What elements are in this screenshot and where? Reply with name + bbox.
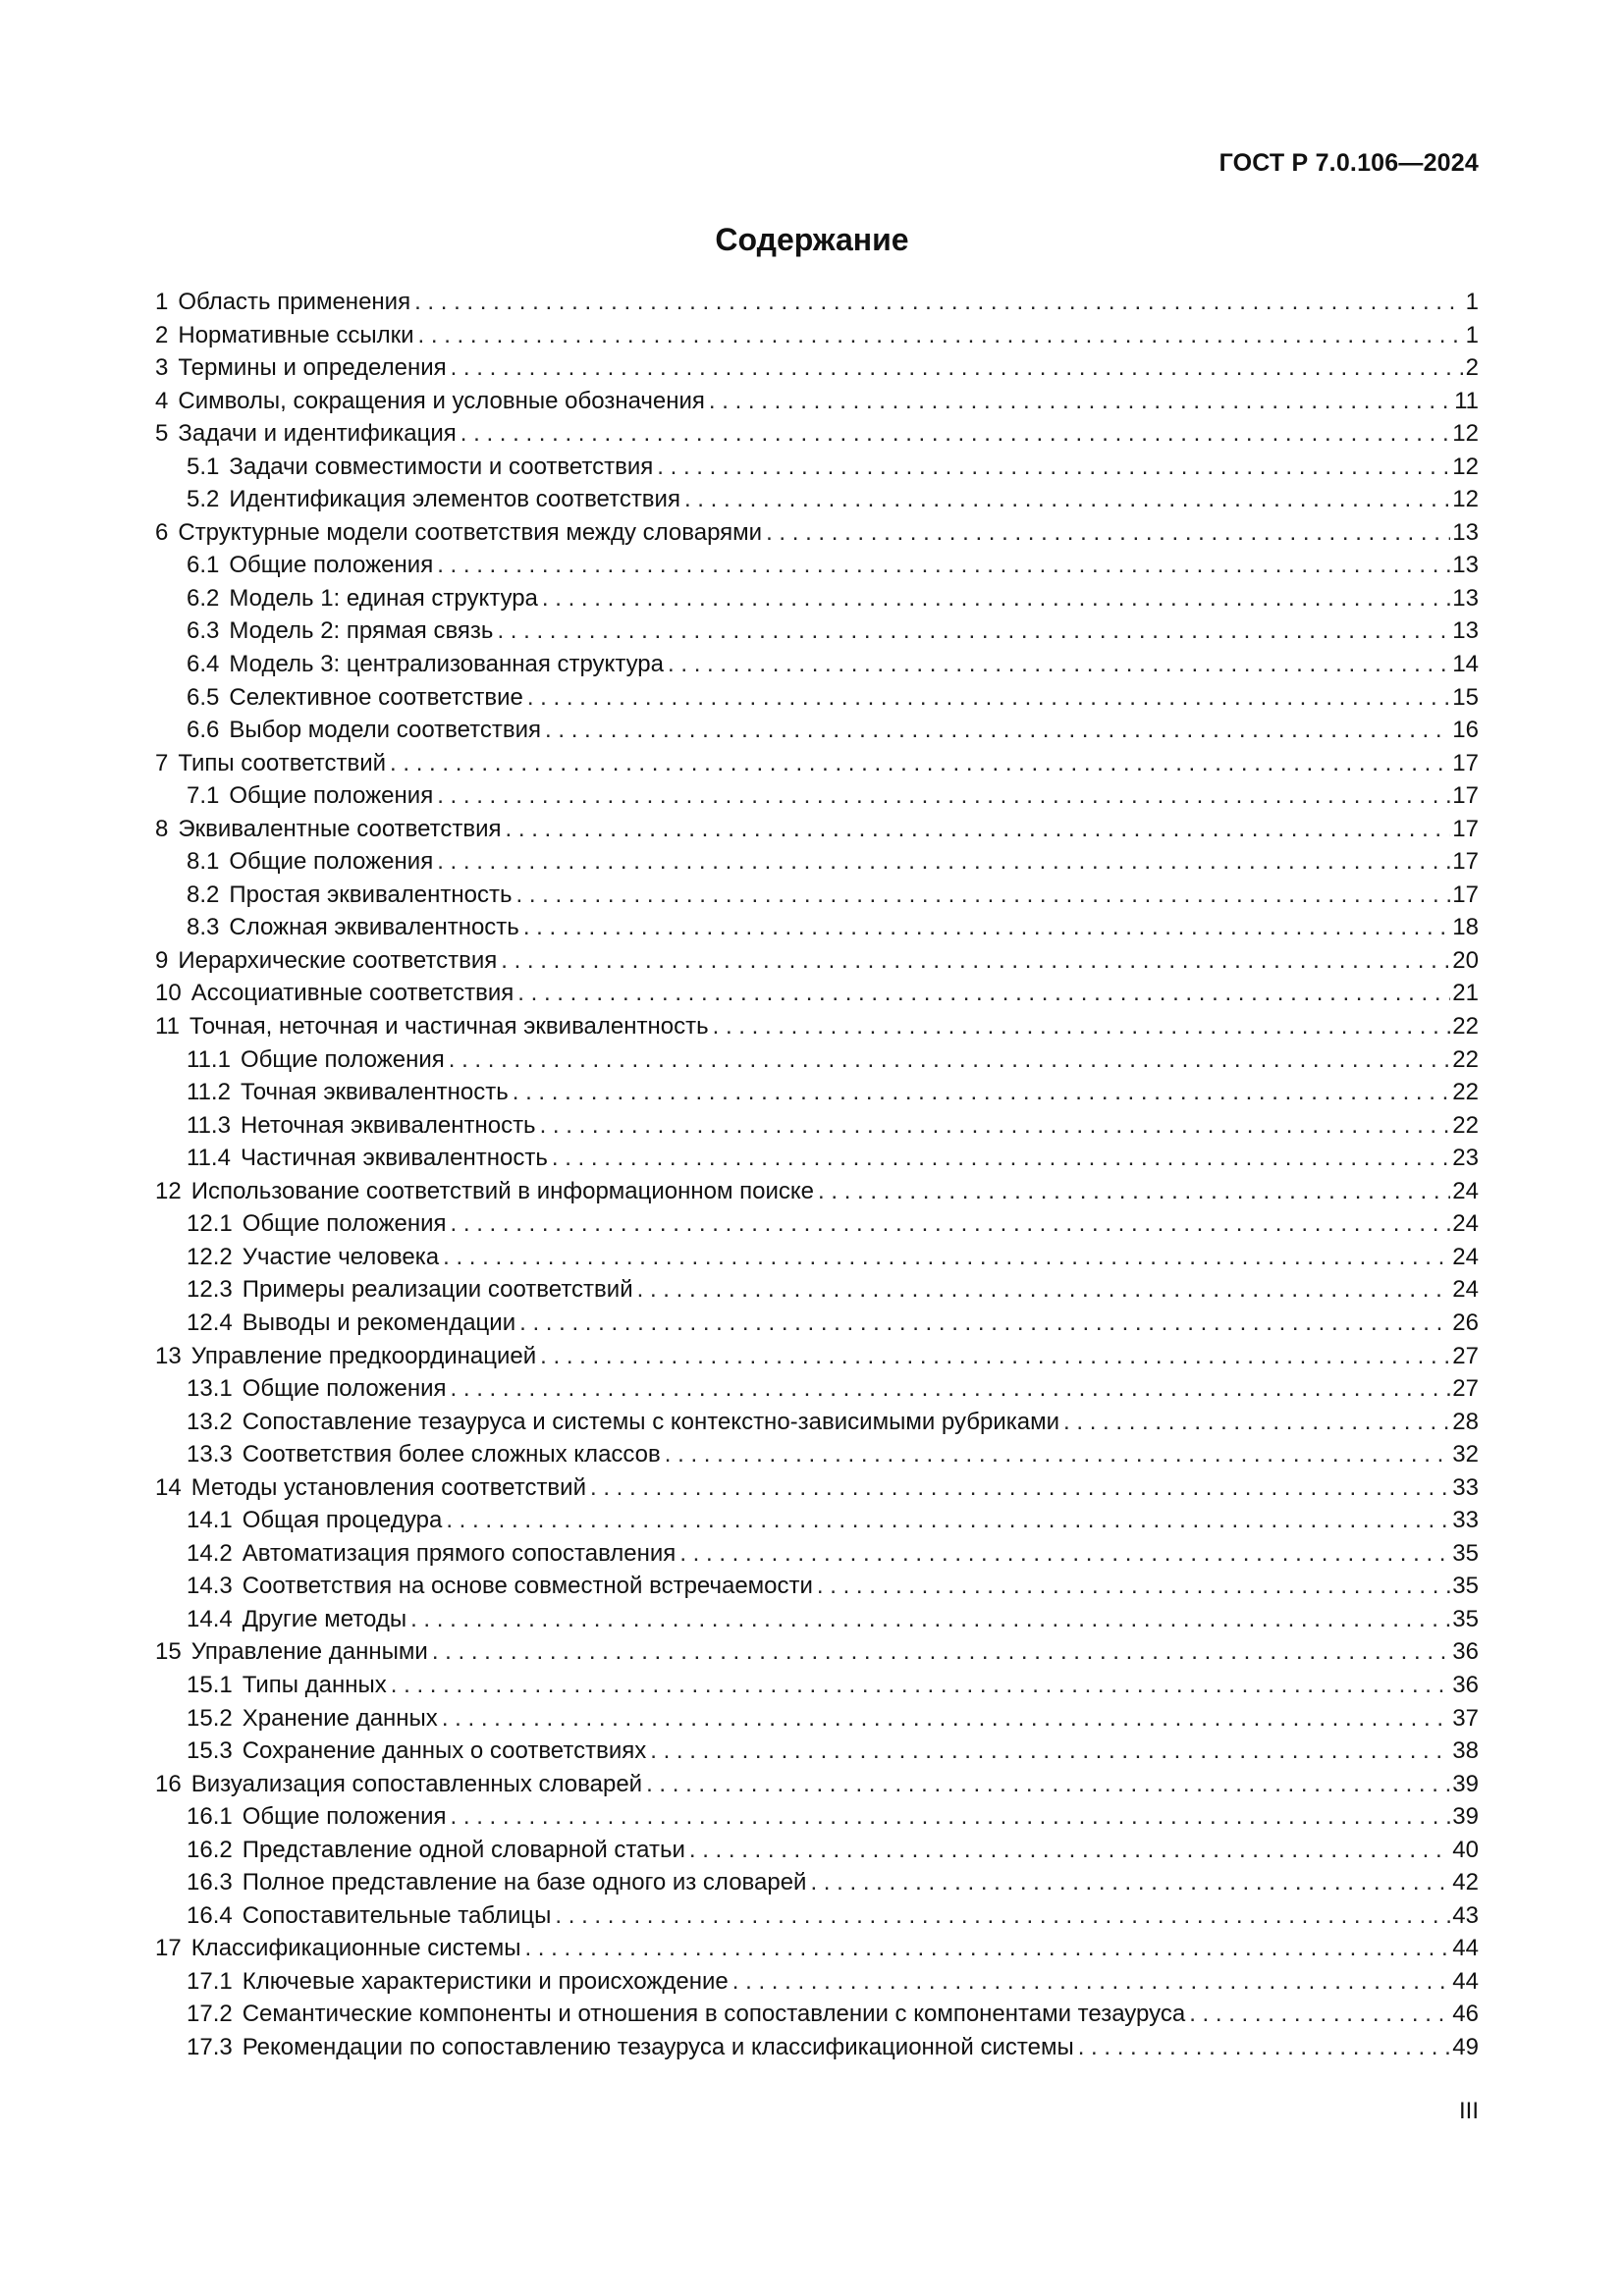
toc-entry[interactable]: [155, 813, 1479, 846]
toc-entry[interactable]: [155, 582, 1479, 615]
dot-leader: [732, 1965, 1451, 1999]
dot-leader: [432, 1635, 1450, 1669]
toc-entry-title: Ассоциативные соответствия: [190, 980, 514, 1007]
toc-entry-number: 17.1: [187, 1967, 233, 1995]
toc-entry-page: 1: [1465, 289, 1479, 315]
dot-leader: [713, 1010, 1451, 1043]
toc-entry-title: Термины и определения: [178, 354, 447, 382]
toc-entry-title: Идентификация элементов соответствия: [229, 486, 680, 513]
toc-entry[interactable]: [155, 1241, 1479, 1274]
toc-entry[interactable]: [155, 1307, 1479, 1340]
dot-leader: [590, 1471, 1450, 1505]
toc-entry-page: 39: [1452, 1770, 1479, 1797]
dot-leader: [506, 813, 1451, 846]
toc-entry-number: 9: [155, 946, 169, 974]
toc-entry-title: Сопоставление тезауруса и системы с контекстно-зависимыми рубриками: [242, 1408, 1060, 1435]
toc-entry-number: 16.4: [187, 1901, 233, 1929]
toc-entry[interactable]: [155, 648, 1479, 681]
dot-leader: [517, 977, 1450, 1010]
toc-entry-number: 7: [155, 749, 169, 776]
toc-entry-number: 5.1: [187, 453, 220, 480]
toc-entry[interactable]: [155, 1899, 1479, 1933]
dot-leader: [1063, 1406, 1450, 1439]
page-number: III: [1458, 2098, 1479, 2124]
dot-leader: [668, 648, 1450, 681]
toc-entry[interactable]: [155, 1207, 1479, 1241]
toc-entry-title: Ключевые характеристики и происхождение: [242, 1967, 729, 1995]
toc-entry-page: 21: [1452, 980, 1479, 1007]
toc-entry-title: Представление одной словарной статьи: [242, 1836, 685, 1863]
toc-entry-number: 14.3: [187, 1573, 233, 1600]
toc-entry-page: 32: [1452, 1441, 1479, 1468]
toc-entry[interactable]: [155, 681, 1479, 715]
toc-entry[interactable]: [155, 1965, 1479, 1999]
dot-leader: [523, 911, 1450, 944]
toc-entry[interactable]: [155, 385, 1479, 418]
toc-entry-title: Модель 1: единая структура: [229, 584, 538, 612]
dot-leader: [817, 1570, 1450, 1603]
dot-leader: [650, 1735, 1450, 1768]
toc-entry[interactable]: [155, 351, 1479, 385]
toc-entry-title: Общая процедура: [242, 1507, 443, 1534]
toc-entry-number: 5.2: [187, 486, 220, 513]
toc-entry-page: 35: [1452, 1605, 1479, 1632]
toc-entry-number: 12.3: [187, 1276, 233, 1304]
toc-entry[interactable]: [155, 1175, 1479, 1208]
dot-leader: [410, 1603, 1450, 1636]
toc-entry-title: Полное представление на базе одного из словарей: [242, 1869, 807, 1896]
toc-entry-number: 8: [155, 815, 169, 842]
dot-leader: [540, 1109, 1451, 1143]
dot-leader: [437, 549, 1450, 582]
toc-entry[interactable]: [155, 1834, 1479, 1867]
toc-entry-page: 12: [1452, 420, 1479, 448]
dot-leader: [552, 1142, 1450, 1175]
toc-entry-title: Автоматизация прямого сопоставления: [242, 1539, 677, 1567]
toc-entry-title: Сохранение данных о соответствиях: [242, 1737, 647, 1765]
toc-entry[interactable]: [155, 1142, 1479, 1175]
toc-entry-number: 6.2: [187, 584, 220, 612]
dot-leader: [1078, 2031, 1451, 2064]
toc-entry-title: Управление данными: [190, 1638, 428, 1666]
toc-entry-page: 36: [1452, 1638, 1479, 1666]
toc-entry-number: 6.5: [187, 683, 220, 711]
toc-entry-number: 12.2: [187, 1243, 233, 1270]
toc-entry-page: 24: [1452, 1210, 1479, 1238]
toc-entry-title: Сложная эквивалентность: [229, 914, 519, 941]
toc-entry[interactable]: [155, 1866, 1479, 1899]
toc-entry-page: 33: [1452, 1507, 1479, 1534]
page-title: Содержание: [715, 222, 909, 257]
toc-entry[interactable]: [155, 1340, 1479, 1373]
dot-leader: [545, 714, 1450, 747]
toc-entry-number: 11.4: [187, 1145, 231, 1172]
toc-entry-title: Общие положения: [242, 1803, 447, 1831]
toc-entry-title: Общие положения: [242, 1210, 447, 1238]
dot-leader: [437, 779, 1450, 813]
toc-entry-number: 16.3: [187, 1869, 233, 1896]
toc-entry-page: 49: [1452, 2033, 1479, 2060]
toc-entry-page: 46: [1452, 2001, 1479, 2028]
toc-entry-title: Управление предкоординацией: [190, 1342, 537, 1369]
toc-entry-number: 14.2: [187, 1539, 233, 1567]
toc-entry[interactable]: [155, 911, 1479, 944]
dot-leader: [451, 1372, 1451, 1406]
dot-leader: [460, 417, 1451, 451]
toc-entry-number: 14: [155, 1473, 182, 1501]
dot-leader: [709, 385, 1452, 418]
toc-entry-number: 12: [155, 1177, 182, 1204]
dot-leader: [391, 1669, 1451, 1702]
toc-entry-page: 13: [1452, 584, 1479, 612]
toc-entry-number: 12.4: [187, 1308, 233, 1336]
toc-entry[interactable]: [155, 1800, 1479, 1834]
toc-entry[interactable]: [155, 1076, 1479, 1109]
toc-entry-page: 1: [1465, 321, 1479, 348]
toc-entry[interactable]: [155, 1768, 1479, 1801]
toc-entry[interactable]: [155, 1109, 1479, 1143]
toc-entry-number: 14.1: [187, 1507, 233, 1534]
toc-entry-number: 7.1: [187, 782, 220, 810]
toc-entry-page: 22: [1452, 1013, 1479, 1041]
toc-entry-page: 24: [1452, 1276, 1479, 1304]
toc-entry-title: Точная эквивалентность: [240, 1079, 509, 1106]
toc-entry-number: 8.3: [187, 914, 220, 941]
toc-entry[interactable]: [155, 2031, 1479, 2064]
toc-entry-number: 6.6: [187, 717, 220, 744]
dot-leader: [524, 1932, 1450, 1965]
toc-entry-number: 11.1: [187, 1045, 231, 1073]
toc-entry-page: 35: [1452, 1539, 1479, 1567]
toc-entry-number: 14.4: [187, 1605, 233, 1632]
dot-leader: [689, 1834, 1450, 1867]
toc-entry-number: 6.3: [187, 617, 220, 645]
toc-entry-title: Общие положения: [229, 552, 434, 579]
toc-entry-title: Общие положения: [240, 1045, 445, 1073]
dot-leader: [442, 1702, 1450, 1735]
toc-entry[interactable]: [155, 516, 1479, 550]
toc-entry-title: Методы установления соответствий: [190, 1473, 586, 1501]
toc-entry-title: Семантические компоненты и отношения в сопоставлении с компонентами тезауруса: [242, 2001, 1186, 2028]
dot-leader: [451, 1800, 1451, 1834]
toc-entry-number: 2: [155, 321, 169, 348]
toc-entry-title: Неточная эквивалентность: [240, 1111, 536, 1139]
toc-entry[interactable]: [155, 1735, 1479, 1768]
toc-entry[interactable]: [155, 879, 1479, 912]
dot-leader: [390, 747, 1450, 780]
toc-entry-number: 16: [155, 1770, 182, 1797]
toc-entry-number: 15: [155, 1638, 182, 1666]
dot-leader: [497, 614, 1450, 648]
toc-entry-number: 8.2: [187, 881, 220, 908]
toc-entry-title: Область применения: [178, 289, 411, 315]
toc-entry[interactable]: [155, 944, 1479, 978]
standard-designation: ГОСТ Р 7.0.106—2024: [1218, 149, 1479, 177]
toc-entry-title: Участие человека: [242, 1243, 440, 1270]
toc-entry-page: 27: [1452, 1375, 1479, 1403]
toc-entry-number: 1: [155, 289, 169, 315]
toc-entry-number: 4: [155, 387, 169, 414]
toc-entry-title: Точная, неточная и частичная эквивалентность: [189, 1013, 709, 1041]
toc-entry[interactable]: [155, 1043, 1479, 1077]
toc-entry-page: 42: [1452, 1869, 1479, 1896]
toc-entry-number: 6: [155, 518, 169, 546]
toc-entry[interactable]: [155, 714, 1479, 747]
toc-entry-number: 16.2: [187, 1836, 233, 1863]
toc-entry-title: Частичная эквивалентность: [240, 1145, 548, 1172]
dot-leader: [451, 351, 1464, 385]
toc-entry-number: 13.2: [187, 1408, 233, 1435]
toc-entry-title: Общие положения: [229, 782, 434, 810]
table-of-contents: [155, 286, 1479, 2064]
dot-leader: [810, 1866, 1450, 1899]
toc-entry[interactable]: [155, 977, 1479, 1010]
toc-entry-title: Эквивалентные соответствия: [178, 815, 502, 842]
dot-leader: [679, 1537, 1450, 1571]
toc-entry-page: 22: [1452, 1079, 1479, 1106]
toc-entry[interactable]: [155, 747, 1479, 780]
dot-leader: [646, 1768, 1450, 1801]
toc-entry-number: 15.3: [187, 1737, 233, 1765]
toc-entry[interactable]: [155, 549, 1479, 582]
toc-entry[interactable]: [155, 779, 1479, 813]
dot-leader: [657, 451, 1450, 484]
toc-entry-title: Соответствия на основе совместной встречаемости: [242, 1573, 813, 1600]
toc-entry-page: 17: [1452, 815, 1479, 842]
toc-entry-number: 16.1: [187, 1803, 233, 1831]
toc-entry-page: 2: [1465, 354, 1479, 382]
dot-leader: [449, 1043, 1451, 1077]
toc-entry[interactable]: [155, 614, 1479, 648]
dot-leader: [443, 1241, 1450, 1274]
toc-entry-number: 8.1: [187, 848, 220, 876]
toc-entry-page: 36: [1452, 1671, 1479, 1698]
toc-entry-title: Другие методы: [242, 1605, 407, 1632]
toc-entry[interactable]: [155, 1998, 1479, 2031]
dot-leader: [637, 1273, 1451, 1307]
toc-entry-page: 22: [1452, 1045, 1479, 1073]
dot-leader: [414, 286, 1464, 319]
dot-leader: [542, 582, 1450, 615]
toc-entry[interactable]: [155, 1406, 1479, 1439]
toc-entry[interactable]: [155, 1438, 1479, 1471]
toc-entry[interactable]: [155, 286, 1479, 319]
toc-entry-page: 23: [1452, 1145, 1479, 1172]
toc-entry-page: 39: [1452, 1803, 1479, 1831]
toc-entry-page: 44: [1452, 1935, 1479, 1962]
dot-leader: [766, 516, 1450, 550]
toc-entry-title: Хранение данных: [242, 1704, 438, 1732]
toc-entry-number: 10: [155, 980, 182, 1007]
toc-entry-page: 17: [1452, 749, 1479, 776]
toc-entry[interactable]: [155, 1010, 1479, 1043]
dot-leader: [665, 1438, 1451, 1471]
dot-leader: [418, 319, 1464, 352]
dot-leader: [451, 1207, 1451, 1241]
toc-entry-page: 35: [1452, 1573, 1479, 1600]
toc-entry-number: 13: [155, 1342, 182, 1369]
toc-entry-title: Символы, сокращения и условные обозначения: [178, 387, 705, 414]
toc-entry-title: Иерархические соответствия: [178, 946, 498, 974]
toc-entry-title: Модель 2: прямая связь: [229, 617, 494, 645]
toc-entry-title: Сопоставительные таблицы: [242, 1901, 552, 1929]
toc-entry-page: 22: [1452, 1111, 1479, 1139]
toc-entry[interactable]: [155, 1504, 1479, 1537]
toc-entry-page: 12: [1452, 453, 1479, 480]
toc-entry-page: 24: [1452, 1177, 1479, 1204]
dot-leader: [1189, 1998, 1450, 2031]
toc-entry-page: 44: [1452, 1967, 1479, 1995]
toc-entry-number: 13.1: [187, 1375, 233, 1403]
toc-entry-page: 33: [1452, 1473, 1479, 1501]
toc-entry-number: 13.3: [187, 1441, 233, 1468]
toc-entry-page: 24: [1452, 1243, 1479, 1270]
toc-entry-title: Общие положения: [242, 1375, 447, 1403]
dot-leader: [540, 1340, 1450, 1373]
toc-entry-title: Рекомендации по сопоставлению тезауруса и классификационной системы: [242, 2033, 1074, 2060]
toc-entry-number: 11.2: [187, 1079, 231, 1106]
toc-entry-number: 3: [155, 354, 169, 382]
toc-entry[interactable]: [155, 1635, 1479, 1669]
toc-entry-title: Нормативные ссылки: [178, 321, 414, 348]
toc-entry-title: Задачи и идентификация: [178, 420, 457, 448]
toc-entry-page: 28: [1452, 1408, 1479, 1435]
toc-entry-number: 17.3: [187, 2033, 233, 2060]
toc-entry-number: 12.1: [187, 1210, 233, 1238]
toc-entry-page: 20: [1452, 946, 1479, 974]
dot-leader: [513, 1076, 1451, 1109]
toc-entry-title: Селективное соответствие: [229, 683, 523, 711]
toc-entry-page: 26: [1452, 1308, 1479, 1336]
toc-entry-title: Визуализация сопоставленных словарей: [190, 1770, 643, 1797]
toc-entry-page: 13: [1452, 518, 1479, 546]
toc-entry-page: 17: [1452, 782, 1479, 810]
toc-entry-title: Выбор модели соответствия: [229, 717, 542, 744]
dot-leader: [684, 483, 1450, 516]
toc-entry[interactable]: [155, 1372, 1479, 1406]
toc-entry-number: 15.1: [187, 1671, 233, 1698]
toc-entry[interactable]: [155, 845, 1479, 879]
dot-leader: [818, 1175, 1450, 1208]
toc-entry-title: Общие положения: [229, 848, 434, 876]
toc-entry[interactable]: [155, 483, 1479, 516]
toc-entry-page: 13: [1452, 552, 1479, 579]
toc-entry[interactable]: [155, 1570, 1479, 1603]
toc-entry[interactable]: [155, 1702, 1479, 1735]
toc-entry-page: 13: [1452, 617, 1479, 645]
dot-leader: [527, 681, 1450, 715]
toc-entry-title: Использование соответствий в информационном поиске: [190, 1177, 815, 1204]
dot-leader: [446, 1504, 1450, 1537]
toc-entry-number: 15.2: [187, 1704, 233, 1732]
toc-entry-page: 37: [1452, 1704, 1479, 1732]
toc-entry[interactable]: [155, 319, 1479, 352]
toc-entry-title: Соответствия более сложных классов: [242, 1441, 661, 1468]
toc-entry[interactable]: [155, 1669, 1479, 1702]
toc-entry-number: 11.3: [187, 1111, 231, 1139]
toc-entry[interactable]: [155, 451, 1479, 484]
toc-entry-page: 17: [1452, 848, 1479, 876]
toc-entry[interactable]: [155, 1273, 1479, 1307]
toc-entry-page: 18: [1452, 914, 1479, 941]
toc-entry-page: 14: [1452, 651, 1479, 678]
dot-leader: [555, 1899, 1450, 1933]
toc-entry-page: 16: [1452, 717, 1479, 744]
toc-entry-number: 5: [155, 420, 169, 448]
dot-leader: [437, 845, 1450, 879]
toc-entry-number: 6.1: [187, 552, 220, 579]
toc-entry-number: 11: [155, 1013, 180, 1041]
toc-entry-number: 17: [155, 1935, 182, 1962]
toc-entry-page: 40: [1452, 1836, 1479, 1863]
toc-entry-title: Типы соответствий: [178, 749, 387, 776]
toc-entry-title: Типы данных: [242, 1671, 387, 1698]
toc-entry[interactable]: [155, 1603, 1479, 1636]
toc-entry-number: 6.4: [187, 651, 220, 678]
dot-leader: [519, 1307, 1450, 1340]
toc-entry-page: 17: [1452, 881, 1479, 908]
toc-entry-title: Классификационные системы: [190, 1935, 521, 1962]
dot-leader: [515, 879, 1450, 912]
toc-entry-title: Модель 3: централизованная структура: [229, 651, 665, 678]
toc-entry-page: 27: [1452, 1342, 1479, 1369]
toc-entry-page: 43: [1452, 1901, 1479, 1929]
toc-entry[interactable]: [155, 1471, 1479, 1505]
toc-entry[interactable]: [155, 1932, 1479, 1965]
toc-entry-title: Выводы и рекомендации: [242, 1308, 516, 1336]
toc-entry[interactable]: [155, 1537, 1479, 1571]
toc-entry[interactable]: [155, 417, 1479, 451]
toc-entry-number: 17.2: [187, 2001, 233, 2028]
toc-entry-title: Задачи совместимости и соответствия: [229, 453, 654, 480]
toc-entry-title: Простая эквивалентность: [229, 881, 513, 908]
toc-entry-page: 12: [1452, 486, 1479, 513]
toc-entry-page: 11: [1454, 387, 1479, 414]
toc-entry-title: Примеры реализации соответствий: [242, 1276, 633, 1304]
dot-leader: [501, 944, 1450, 978]
toc-entry-page: 38: [1452, 1737, 1479, 1765]
toc-entry-title: Структурные модели соответствия между словарями: [178, 518, 763, 546]
toc-entry-page: 15: [1452, 683, 1479, 711]
